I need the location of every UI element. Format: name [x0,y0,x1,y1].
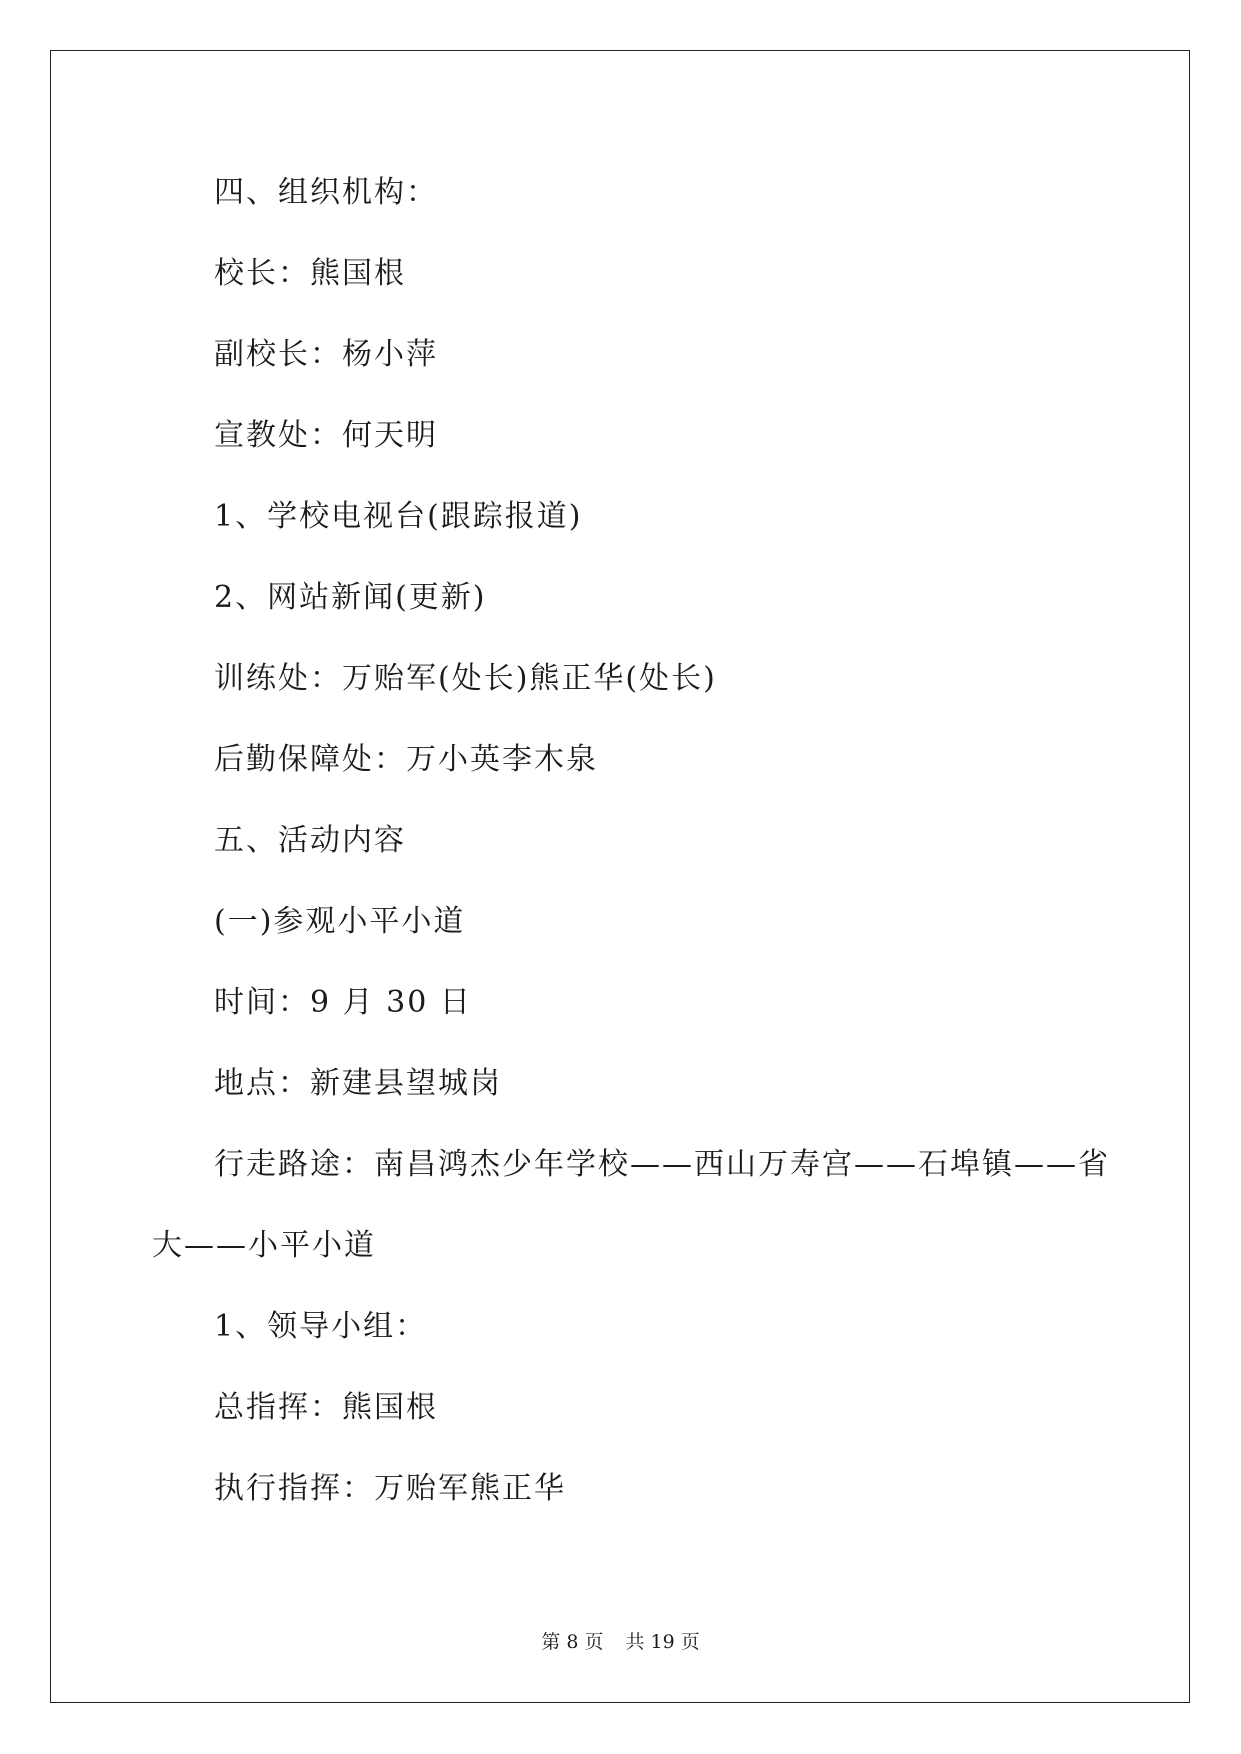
subsection-heading: (一)参观小平小道 [214,904,466,939]
page-number-current: 第 8 页 [541,1631,604,1653]
text-line: 总指挥：熊国根 [214,1390,438,1425]
text-line: 校长：熊国根 [214,256,406,291]
text-line: 时间：9 月 30 日 [214,985,472,1020]
list-item: 1、领导小组： [214,1309,428,1344]
page-number-total: 共 19 页 [625,1631,700,1653]
text-line: 执行指挥：万贻军熊正华 [214,1471,566,1506]
section-heading-organization: 四、组织机构： [214,175,438,210]
text-line: 后勤保障处：万小英李木泉 [214,742,598,777]
page-footer [0,1630,1241,1654]
text-line: 地点：新建县望城岗 [214,1066,502,1101]
text-line-route-continued: 大——小平小道 [152,1228,376,1263]
list-item: 1、学校电视台(跟踪报道) [214,499,583,534]
text-line: 副校长：杨小萍 [214,337,438,372]
page-border [50,50,1190,1703]
text-line: 宣教处：何天明 [214,418,438,453]
text-line-route: 行走路途：南昌鸿杰少年学校——西山万寿宫——石埠镇——省 [214,1147,1110,1182]
text-line: 训练处：万贻军(处长)熊正华(处长) [214,661,717,696]
section-heading-activities: 五、活动内容 [214,823,406,858]
list-item: 2、网站新闻(更新) [214,580,487,615]
